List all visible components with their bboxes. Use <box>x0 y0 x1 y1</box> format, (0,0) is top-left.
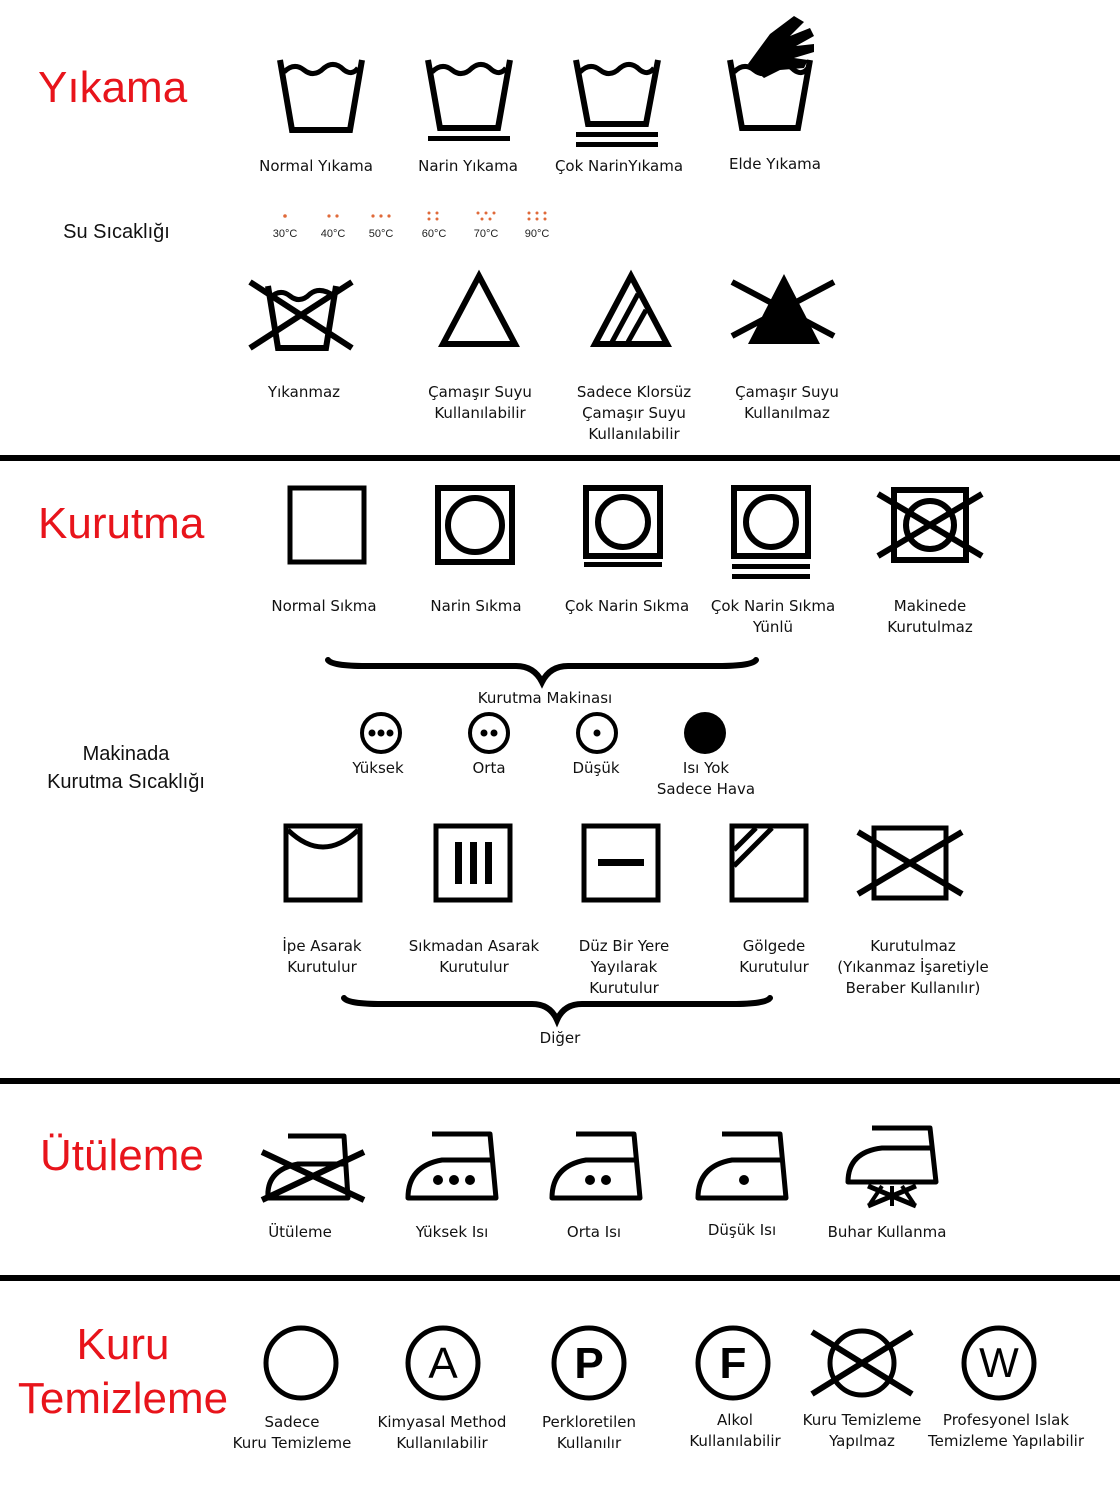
section-title-utuleme: Ütüleme <box>40 1131 204 1180</box>
section-title-yikama: Yıkama <box>38 63 188 112</box>
label-dry-clean-f: Alkol Kullanılabilir <box>689 1411 781 1450</box>
do-not-dry-clean-icon <box>808 1324 916 1402</box>
label-very-gentle-wash: Çok NarinYıkama <box>554 157 684 175</box>
temp-50: 50°C <box>368 228 394 240</box>
label-very-gentle-dry: Çok Narin Sıkma <box>564 597 690 615</box>
drip-dry-icon <box>432 822 514 904</box>
tumble-dry-very-gentle-icon <box>730 484 812 584</box>
wet-clean-w-icon <box>960 1324 1038 1402</box>
other-label: Diğer <box>539 1029 581 1047</box>
iron-medium-icon <box>546 1128 646 1206</box>
separator <box>0 1275 1120 1281</box>
temp-40: 40°C <box>320 228 346 240</box>
non-chlorine-bleach-icon <box>590 270 672 350</box>
temp-70: 70°C <box>473 228 499 240</box>
label-no-tumble-dry: Makinede Kurutulmaz <box>887 597 973 636</box>
dry-medium-heat-icon <box>466 710 512 756</box>
wash-tub-very-gentle-icon <box>572 50 662 150</box>
line-dry-icon <box>282 822 364 904</box>
do-not-dry-icon <box>856 822 966 904</box>
dry-clean-a-icon <box>404 1324 482 1402</box>
label-low: Düşük <box>572 759 620 777</box>
temp-dots-60-icon <box>419 210 449 222</box>
temp-dots-30-icon <box>270 212 300 220</box>
label-iron-medium: Orta Isı <box>566 1223 622 1241</box>
letter-f: F <box>719 1339 747 1388</box>
machine-temp-label: Makinada Kurutma Sıcaklığı <box>47 743 205 793</box>
temp-90: 90°C <box>524 228 550 240</box>
label-dry-flat: Düz Bir Yere Yayılarak Kurutulur <box>578 937 670 997</box>
do-not-iron-icon <box>258 1128 368 1206</box>
machine-label: Kurutma Makinası <box>477 689 613 707</box>
bleach-allowed-line2: Kullanılabilir <box>434 404 526 422</box>
label-medium: Orta <box>472 759 506 777</box>
label-dry-clean-a: Kimyasal Method Kullanılabilir <box>377 1413 507 1452</box>
temp-30: 30°C <box>272 228 298 240</box>
bleach-triangle-icon <box>438 270 520 350</box>
letter-w: W <box>979 1339 1019 1386</box>
separator <box>0 455 1120 461</box>
label-no-steam: Buhar Kullanma <box>827 1223 947 1241</box>
label-no-iron: Ütüleme <box>268 1223 332 1241</box>
dry-high-heat-icon <box>358 710 404 756</box>
label-normal-wash: Normal Yıkama <box>259 157 373 175</box>
iron-high-icon <box>402 1128 502 1206</box>
wash-tub-gentle-icon <box>424 50 514 145</box>
dry-clean-p-icon <box>550 1324 628 1402</box>
label-iron-low: Düşük Isı <box>707 1221 777 1239</box>
temp-dots-90-icon <box>522 210 552 222</box>
separator <box>0 1078 1120 1084</box>
label-do-not-wash: Yıkanmaz <box>267 383 341 401</box>
label-dry-clean: Sadece Kuru Temizleme <box>232 1413 352 1452</box>
do-not-wash-icon <box>248 274 356 358</box>
section-title-kurutma: Kurutma <box>38 499 205 548</box>
temp-dots-50-icon <box>366 212 396 220</box>
no-steam-icon <box>842 1122 942 1210</box>
brace-other <box>342 990 772 1026</box>
dry-clean-icon <box>262 1324 340 1402</box>
bleach-allowed-line1: Çamaşır Suyu <box>428 383 532 401</box>
water-temp-label: Su Sıcaklığı <box>63 221 170 243</box>
no-bleach-icon <box>730 270 838 352</box>
label-gentle-wash: Narin Yıkama <box>418 157 518 175</box>
label-no-dry-clean: Kuru Temizleme Yapılmaz <box>802 1411 922 1450</box>
brace-machine <box>326 652 758 688</box>
label-non-chlorine-bleach: Sadece Klorsüz Çamaşır Suyu Kullanılabilir <box>576 383 692 443</box>
label-no-bleach: Çamaşır Suyu Kullanılmaz <box>735 383 839 422</box>
label-very-gentle-dry-wool: Çok Narin Sıkma Yünlü <box>710 597 836 636</box>
temp-dots-70-icon <box>471 210 501 222</box>
label-gentle-dry: Narin Sıkma <box>430 597 522 615</box>
wash-tub-icon <box>276 50 366 140</box>
dry-square-icon <box>286 484 368 566</box>
tumble-dry-gentle-icon <box>582 484 664 570</box>
label-iron-high: Yüksek Isı <box>415 1223 489 1241</box>
label-high: Yüksek <box>352 759 404 777</box>
section-title-kuru-temizleme: Kuru Temizleme <box>17 1320 229 1423</box>
hand-wash-icon <box>724 14 824 140</box>
dry-clean-f-icon <box>694 1324 772 1402</box>
dry-low-heat-icon <box>574 710 620 756</box>
label-normal-dry: Normal Sıkma <box>271 597 377 615</box>
label-wet-clean: Profesyonel Islak Temizleme Yapılabilir <box>927 1411 1085 1450</box>
temp-60: 60°C <box>421 228 447 240</box>
label-do-not-dry: Kurutulmaz (Yıkanmaz İşaretiyle Beraber Kullanılır) <box>837 937 989 997</box>
temp-dots-40-icon <box>318 212 348 220</box>
iron-low-icon <box>692 1128 792 1206</box>
label-bleach-allowed <box>428 382 532 424</box>
do-not-tumble-dry-icon <box>876 484 986 566</box>
label-line-dry: İpe Asarak Kurutulur <box>282 937 362 976</box>
dry-flat-icon <box>580 822 662 904</box>
letter-a: A <box>428 1339 458 1388</box>
label-dry-shade: Gölgede Kurutulur <box>739 937 809 976</box>
dry-in-shade-icon <box>728 822 810 904</box>
dry-no-heat-icon <box>682 710 728 756</box>
tumble-dry-icon <box>434 484 516 566</box>
letter-p: P <box>574 1339 604 1388</box>
label-no-heat: Isı Yok Sadece Hava <box>656 759 756 798</box>
label-dry-clean-p: Perkloretilen Kullanılır <box>542 1413 636 1452</box>
label-hand-wash: Elde Yıkama <box>729 155 821 173</box>
label-drip-dry: Sıkmadan Asarak Kurutulur <box>408 937 540 976</box>
